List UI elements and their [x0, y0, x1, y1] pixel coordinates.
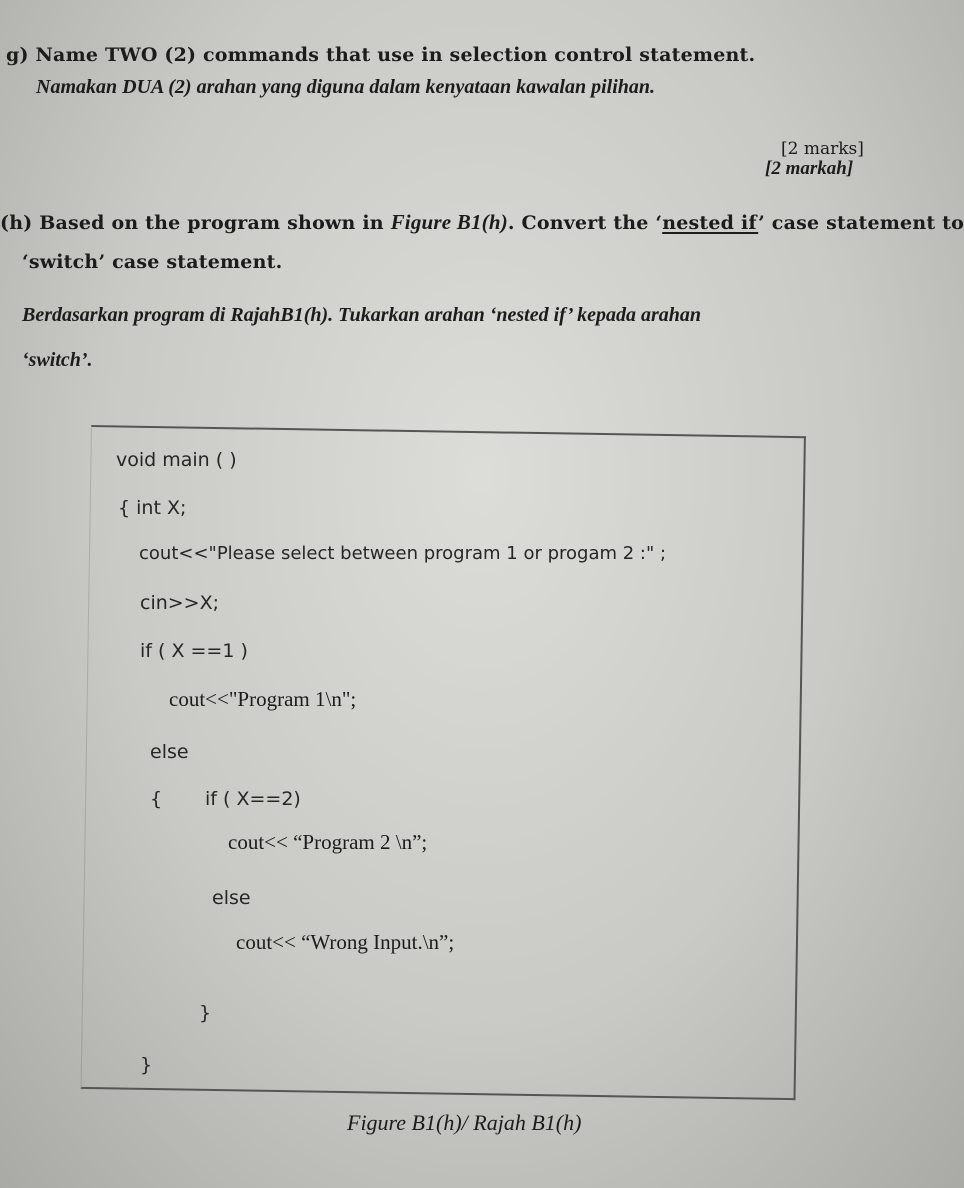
- code-line-void-main: void main ( ): [116, 449, 237, 471]
- code-line-if-x2: if ( X==2): [205, 788, 301, 810]
- question-h-figure-ref: Figure B1(h): [390, 210, 508, 234]
- question-h-malay-line2: ‘switch’.: [22, 349, 93, 371]
- question-h-malay-line1: Berdasarkan program di RajahB1(h). Tukarkan arahan ‘nested if’ kepada arahan: [22, 304, 701, 326]
- code-line-else-2: else: [212, 887, 251, 909]
- code-line-else-1: else: [150, 741, 189, 763]
- marks-english: [2 marks]: [781, 139, 864, 159]
- question-h-text-a: (h) Based on the program shown in: [0, 212, 391, 234]
- question-g-malay: Namakan DUA (2) arahan yang diguna dalam kenyataan kawalan pilihan.: [36, 76, 656, 98]
- code-figure-box: [81, 425, 806, 1100]
- code-line-cout-prompt: cout<<"Please select between program 1 or progam 2 :" ;: [139, 543, 667, 564]
- figure-caption: Figure B1(h)/ Rajah B1(h): [347, 1110, 582, 1135]
- code-line-cin: cin>>X;: [140, 592, 220, 614]
- question-h-text-c: ’ case statement to: [758, 212, 964, 234]
- code-line-if-x1: if ( X ==1 ): [140, 640, 248, 662]
- question-g-english: g) Name TWO (2) commands that use in selection control statement.: [6, 44, 756, 66]
- question-h-text-b: . Convert the ‘: [507, 212, 663, 234]
- code-line-brace-close-outer: }: [140, 1054, 153, 1076]
- question-h-nested-if: nested if: [662, 212, 759, 234]
- code-line-brace-close-inner: }: [199, 1002, 212, 1024]
- code-line-brace-open: {: [150, 788, 163, 810]
- code-line-cout-program2: cout<< “Program 2 \n”;: [228, 830, 428, 854]
- code-line-cout-wrong-input: cout<< “Wrong Input.\n”;: [236, 930, 455, 954]
- code-line-int-x: { int X;: [118, 497, 187, 519]
- question-h-english-line2: ‘switch’ case statement.: [22, 251, 283, 273]
- marks-malay: [2 markah]: [765, 158, 854, 179]
- question-h-english-line1: [0, 210, 964, 235]
- code-line-cout-program1: cout<<"Program 1\n";: [169, 687, 357, 711]
